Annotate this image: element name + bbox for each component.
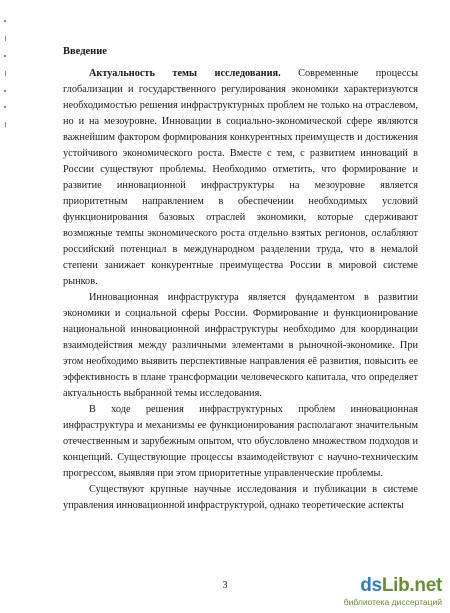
watermark-subtitle: библиотека диссертаций <box>343 597 442 607</box>
paragraph-lead: Актуальность темы исследования. <box>89 68 281 79</box>
paragraph-1-text: Современные процессы глобализации и государственного регулирования экономики характеризуются необходимостью решения инфраструктурных проблем не только на отраслевом, но и на мезоуровне. Инновации в социально-экономической сфере являются важнейшим фактором формирования конкурентных преимуществ и достижения устойчивого экономического роста. Вместе с тем, с развитием инноваций в России существуют проблемы. Необходимо отметить, что формирование и развитие инновационной инфраструктуры на мезоуровне является приоритетным направлением в обеспечении необходимых условий функционирования базовых отраслей экономики, которые сдерживают возможные темпы экономического роста отдельно взятых регионов, ослабляют российский потенциал в международном разделении труда, что в немалой степени занижает конкурентные преимущества России в мировой системе рынков. <box>63 68 418 287</box>
paragraph-4: Существуют крупные научные исследования и публикации в системе управления инновационной инфраструктурой, однако теоретические аспекты <box>63 484 418 511</box>
dslib-watermark <box>322 575 442 609</box>
paragraph-3: В ходе решения инфраструктурных проблем инновационная инфраструктура и механизмы ее функционирования располагают значительным отечественным и зарубежным опытом, что обусловлено множеством подходов и концепций. Существующие процессы взаимодействуют с научно-техническим прогрессом, выявляя при этом приоритетные управленческие проблемы. <box>63 404 418 479</box>
scan-margin-marks <box>3 20 9 141</box>
page-number: 3 <box>222 580 228 591</box>
paragraph-1 <box>63 66 418 290</box>
watermark-logo: dsLib.net <box>360 575 442 596</box>
document-body <box>63 45 418 514</box>
section-heading: Введение <box>63 46 107 57</box>
paragraph-2: Инновационная инфраструктура является фундаментом в развитии экономики и социальной сферы России. Формирование и функционирование национальной инновационной инфраструктуры необходимо для координации взаимодействия между различными элементами в рыночной-экономике. При этом необходимо выявить перспективные направления её развития, повысить ее эффективность в плане трансформации человеческого капитала, что определяет актуальность выбранной темы исследования. <box>63 292 418 399</box>
